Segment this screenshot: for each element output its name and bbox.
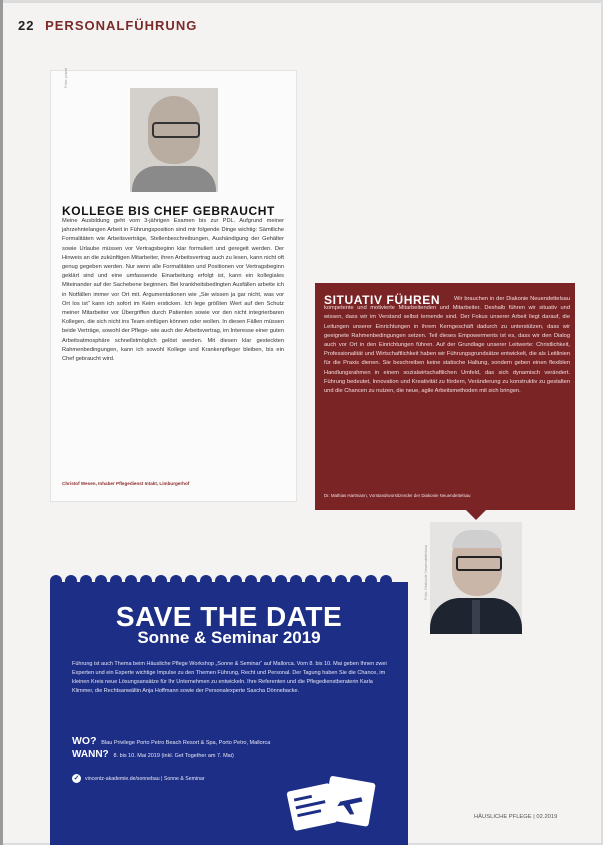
- event-link-row[interactable]: [72, 774, 205, 783]
- event-when: [72, 749, 234, 760]
- speech-tail: [466, 510, 486, 520]
- event-body: Führung ist auch Thema beim Häusliche Pflege Workshop „Sonne & Seminar“ auf Mallorca. Vom 8. bis 10. Mai geben Ihnen zwei Experten und ein Experte wichtige Impulse zu den Themen Führung, Recht und Personal. Der Tagung haben Sie die Chance, im kleinen Kreis neue Lösungsansätze für Ihr Unternehmen zu entwickeln. Ihre Referenten und die Pflegedienstberaterin Karla Klimmer, die Rechtsanwältin Anja Hoffmann sowie der Personalexperte Sascha Dönnebacke.: [72, 661, 387, 694]
- photo-credit-left: Foto: privat: [63, 67, 68, 88]
- right-article-body: Wir brauchen in der Diakonie Neuendettelsau kompetente und motivierte Mitarbeitenden und Mitarbeiter. Deshalb führen wir situativ und wissen, dass wir im Verstand selbst lernende sind. Der Fokus unserer Arbeit liegt darauf, die Leitungen unserer Einrichtungen in ihrem Kerngeschäft dadurch zu unterstützen, dass wir geeignete Rahmenbedingungen setzen. Teil dieses Empowerments ist es, dass wir den Dialog auch vor Ort in den Einrichtungen führen. Auf der Grundlage unserer Leitwerte: Christlichkeit, Professionalität und Wirtschaftlichkeit haben wir Führungsgrundsätze entwickelt, die als Leitlinien für die Praxis dienen. Sie beschreiben keine statische Haltung, sondern geben einen flexiblen Handlungsrahmen in einem sozialwirtschaftlichen Umfeld, das sich dynamisch verändert. Führung bedeutet, Innovation und Kreativität zu fördern, Veränderung zu konstruktiv zu gestalten und die Chancen zu nutzen, die neue, agile Arbeitsmethoden mit sich bringen.: [324, 296, 570, 395]
- left-article-heading: KOLLEGE BIS CHEF GEBRAUCHT: [62, 204, 275, 218]
- right-article-heading: SITUATIV FÜHREN: [324, 293, 441, 307]
- event-link[interactable]: vincentz-akademie.de/sonnebau | Sonne & Seminar: [85, 775, 205, 782]
- right-article-signature: Dr. Mathias Hartmann, Vorstandsvorsitzender der Diakonie Neuendettelsau: [324, 493, 471, 498]
- section-title: PERSONALFÜHRUNG: [45, 18, 198, 33]
- page-header: [18, 18, 197, 33]
- event-title: SAVE THE DATE: [115, 601, 343, 632]
- photo-credit-right: Foto: Diakonie Neuendettelsau: [423, 545, 428, 600]
- when-value: 8. bis 10. Mai 2019 (inkl. Get Together am 7. Mai): [113, 753, 234, 759]
- where-label: WO?: [72, 735, 97, 747]
- portrait-mathias-hartmann: [430, 522, 522, 634]
- event-where: [72, 735, 270, 747]
- check-circle-icon: ✓: [73, 775, 80, 782]
- when-label: WANN?: [72, 749, 109, 760]
- left-article-signature: Christof Wesen, Inhaber Pflegedienst Intakt, Limburgerhof: [62, 481, 190, 486]
- where-value: Blau Privilege Porto Petro Beach Resort & Spa, Porto Petro, Mallorca: [101, 740, 271, 746]
- left-article-body: Meine Ausbildung geht vom 3-jährigen Examen bis zur PDL. Aufgrund meiner jahrzehntelangen Arbeit in Führungsposition sind mir folgende Dinge wichtig: Sämtliche Formalitäten wie Arbeitsverträge, Stellenbeschreibungen, Aushändigung der Gehälter sowie Urlaube müssen vor Vertragsbeginn klar formuliert und geregelt werden. Der Hinweis an die zukünftigen Mitarbeiter, ihren Arbeitsvertrag auch zu lesen, kann nicht oft genug gegeben werden. Nur wenn alle Formalitäten und Positionen vor Vertragsbeginn geklärt sind und eine umfassende Einarbeitung erfolgt ist, kann ein kollegiales Miteinander auf der Sachebene beginnen. Bei krankheitsbedingten Ausfällen arbeite ich in Notfällen immer vor Ort mit. Argumentationen wie „Sie wissen ja gar nicht, was vor Ort los ist“ kann ich sofort im Keim ersticken. Ich lege größten Wert auf den Schutz meiner Mitarbeiter vor Übergriffen durch Patienten sowie vor den nicht integrierbaren Kollegen, die sich nicht ins Team einfügen können oder wollen. In diesen Fällen müssen beide Verträge, sowohl der Pflege- wie auch der Arbeitsvertrag, im Interesse einer guten Arbeitsatmosphäre schnellstmöglich gelöst werden. Mit diesen klar gesteckten Rahmenbedingungen, kann ich sowohl Kollege und Krankenpfleger bleiben, bis ein Chef gebraucht wird.: [62, 218, 284, 363]
- ticket-plane-icon: [282, 773, 378, 833]
- portrait-christof-wesen: [130, 88, 218, 192]
- event-subtitle: Sonne & Seminar 2019: [137, 628, 321, 647]
- page-footer: HÄUSLICHE PFLEGE | 02.2019: [474, 814, 558, 820]
- page-number: 22: [18, 18, 35, 33]
